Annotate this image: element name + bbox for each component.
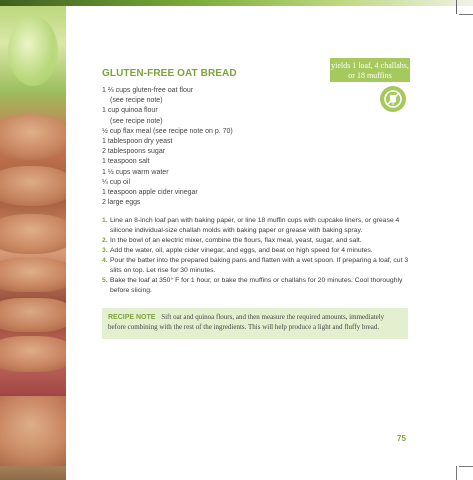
- yields-box: [330, 58, 410, 82]
- step-number: 4.: [102, 257, 108, 264]
- instruction-step: [102, 216, 418, 236]
- ingredient-item: 1 tablespoon dry yeast: [102, 138, 173, 146]
- recipe-note-label: RECIPE NOTE: [108, 314, 156, 321]
- ingredient-item: 1 ⅔ cups gluten-free oat flour: [102, 87, 194, 94]
- recipe-title: GLUTEN-FREE OAT BREAD: [102, 68, 237, 79]
- bread-slice: [0, 114, 66, 160]
- step-text: In the bowl of an electric mixer, combine the flours, flax meal, yeast, sugar, and salt.: [110, 237, 362, 244]
- bread-slice: [0, 214, 66, 254]
- gluten-free-wheat-icon: [380, 86, 406, 112]
- step-text: Bake the loaf at 350° F for 1 hour, or bake the muffins or challahs for 20 minutes. Cool thoroughly before slicing.: [110, 277, 403, 294]
- ingredient-item: 1 teaspoon apple cider vinegar: [102, 189, 198, 197]
- ingredient-list: [102, 86, 233, 208]
- step-text: Line an 8-inch loaf pan with baking paper, or line 18 muffin cups with cupcake liners, or grease 4 silicone individual-size challah molds with baking paper or grease with baking spray.: [110, 217, 400, 234]
- step-text: Pour the batter into the prepared baking pans and flatten with a wet spoon. If preparing a loaf, cut 3 slits on top. Let rise for 30 minutes.: [110, 257, 409, 274]
- bread-loaf: [0, 396, 66, 466]
- top-color-strip: [0, 0, 473, 6]
- bread-slice: [0, 336, 66, 372]
- step-number: 3.: [102, 247, 108, 254]
- ingredient-item: 1 ½ cups warm water: [102, 168, 169, 176]
- yields-line: or 18 muffins: [348, 71, 392, 80]
- crop-mark: [459, 466, 473, 467]
- bread-slice: [0, 166, 66, 206]
- step-number: 2.: [102, 237, 108, 244]
- yields-line: yields 1 loaf, 4 challahs,: [331, 61, 409, 70]
- instruction-step: [102, 236, 418, 246]
- recipe-note-box: [102, 308, 408, 339]
- ingredient-item: 1 cup quinoa flour: [102, 107, 158, 115]
- ingredient-item: 1 teaspoon salt: [102, 158, 150, 166]
- bread-slice: [0, 258, 66, 292]
- step-number: 1.: [102, 217, 108, 224]
- step-number: 5.: [102, 277, 108, 284]
- ingredient-item: (see recipe note): [110, 117, 163, 125]
- instruction-step: [102, 276, 418, 296]
- instruction-list: [102, 216, 418, 296]
- recipe-note-text: Sift oat and quinoa flours, and then measure the required amounts, immediately before combining with the rest of the ingredients. This will help produce a light and fluffy bread.: [108, 313, 385, 331]
- page-number: 75: [397, 434, 406, 443]
- bread-photo: [0, 6, 66, 480]
- crop-mark: [456, 0, 457, 14]
- crop-mark: [459, 14, 473, 15]
- instruction-step: [102, 246, 418, 256]
- instruction-step: [102, 256, 418, 276]
- ingredient-item: 2 tablespoons sugar: [102, 148, 166, 156]
- leaf-highlight: [8, 16, 58, 86]
- ingredient-item: ½ cup flax meal (see recipe note on p. 70): [102, 127, 233, 135]
- ingredient-item: ¼ cup oil: [102, 178, 131, 186]
- ingredient-item: (see recipe note): [110, 97, 163, 105]
- ingredient-item: 2 large eggs: [102, 199, 141, 207]
- step-text: Add the water, oil, apple cider vinegar, and eggs, and beat on high speed for 4 minutes.: [110, 247, 373, 254]
- crop-mark: [456, 466, 457, 480]
- bread-slice: [0, 298, 66, 332]
